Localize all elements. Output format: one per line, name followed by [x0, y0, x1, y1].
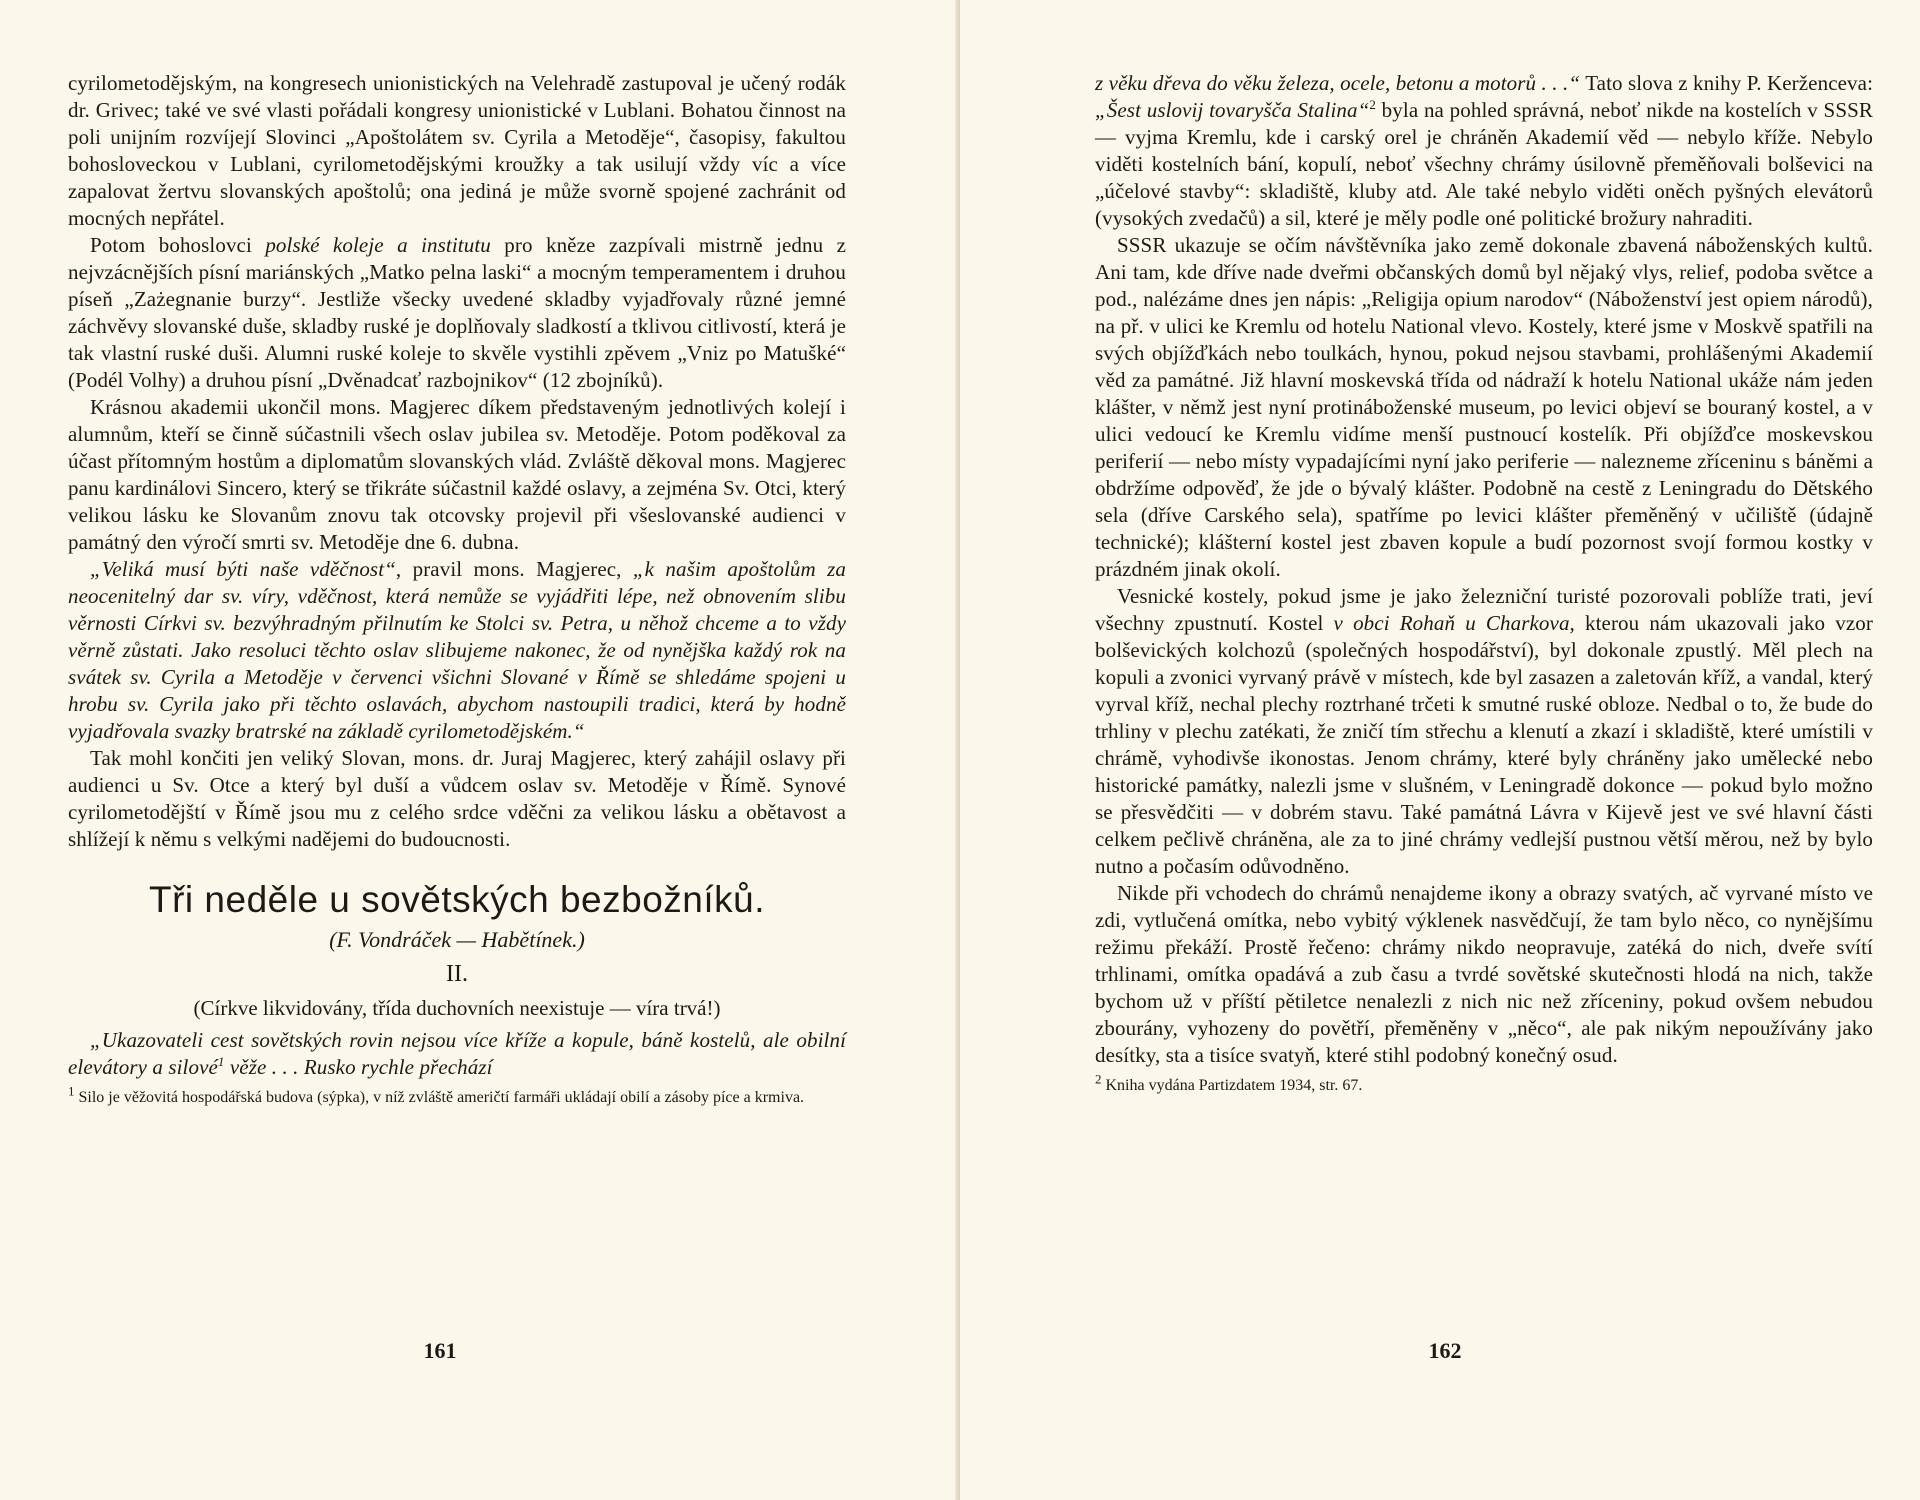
left-paragraph-4	[68, 556, 846, 745]
article-title: Tři neděle u sovětských bezbožníků.	[149, 879, 765, 920]
right-paragraph-3-italic: v obci Rohaň u Charkova,	[1333, 611, 1575, 635]
left-paragraph-1	[68, 70, 846, 232]
left-footnote-text: Silo je věžovitá hospodářská budova (sýpka), v níž zvláště američtí farmáři ukládají obilí a zásoby píce a krmiva.	[74, 1089, 805, 1106]
article-byline: (F. Vondráček — Habětínek.)	[329, 927, 585, 952]
left-text-column	[68, 70, 846, 1108]
right-page	[960, 0, 1920, 1500]
right-paragraph-1-text-a: Tato slova z knihy P. Kerženceva:	[1580, 71, 1873, 95]
left-paragraph-4-italic-b: „k našim apoštolům za neocenitelný dar sv. víry, vděčnost, která nemůže se vyjádřiti lépe, než obnovením slibu věrnosti Církvi sv. bezvýhradným přilnutím ke Stolci sv. Petra, u něhož chceme a to vždy věrně zůstati. Jako resoluci těchto oslav slibujeme nakonec, že od nynějška každý rok na svátek sv. Cyrila a Metoděje v červenci všichni Slované v Římě se shledáme spojeni u hrobu sv. Cyrila jako při těchto oslavách, abychom nastoupili tradici, která by hodně vyjadřovala svazky bratrské na základě cyrilometodějském.“	[68, 557, 846, 743]
article-part-number: II.	[446, 961, 468, 987]
article-heading	[68, 879, 846, 1021]
left-paragraph-3	[68, 394, 846, 556]
right-paragraph-1-text-b: byla na pohled správná, neboť nikde na kostelích v SSSR — vyjma Kremlu, kde i carský orel je chráněn Akademií věd — nebylo kříže. Nebylo viděti kostelních bání, kopulí, neboť všechny chrámy úsilovně přeměňovali bolševici na „účelové stavby“: skladiště, kluby atd. Ale také nebylo viděti oněch pyšných elevátorů (vysokých zvedačů) a sil, které je měly podle oné politické brožury nahraditi.	[1095, 98, 1873, 230]
left-paragraph-2-text-b: pro kněze zazpívali mistrně jednu z nejvzácnějších písní mariánských „Matko pelna laski“ a mocným temperamentem i druhou píseň „Zażegnanie burzy“. Jestliže všecky uvedené skladby vyjadřovaly různé jemné záchvěvy slovanské duše, skladby ruské je doplňovaly sladkostí a tklivou citlivostí, která je tak vlastní ruské duši. Alumni ruské koleje to skvěle vystihli zpěvem „Vniz po Matušké“ (Podél Volhy) a druhou písní „Dvěnadcať razbojnikov“ (12 zbojníků).	[68, 233, 847, 392]
left-paragraph-3-text: Krásnou akademii ukončil mons. Magjerec díkem představeným jednotlivých kolejí i alumnům, kteří se činně súčastnili všech oslav jubilea sv. Metoděje. Potom poděkoval za účast přítomným hostům a diplomatům slovanských vlád. Zvláště děkoval mons. Magjerec panu kardinálovi Sincero, který se třikráte súčastnil každé oslavy, a zejména Sv. Otci, který velikou lásku ke Slovanům znovu tak otcovsky projevil při všeslovanské audienci v památný den výročí smrti sv. Metoděje dne 6. dubna.	[68, 395, 846, 554]
right-footnote-text: Kniha vydána Partizdatem 1934, str. 67.	[1101, 1077, 1363, 1094]
left-opening-quote-text-a: „Ukazovateli cest sovětských rovin nejsou více kříže a kopule, báně kostelů, ale obilní elevátory a silové	[68, 1028, 846, 1079]
left-opening-quote	[68, 1027, 846, 1081]
right-paragraph-2-text: SSSR ukazuje se očím návštěvníka jako země dokonale zbavená náboženských kultů. Ani tam, kde dříve nade dveřmi občanských domů byl nějaký vlys, relief, podoba světce a pod., nalézáme dnes jen nápis: „Religija opium narodov“ (Náboženství jest opiem národů), na př. v ulici ke Kremlu od hotelu National vlevo. Kostely, které jsme v Moskvě spatřili na svých objížďkách nebo toulkách, hynou, pokud nejsou stavbami, prohlášenými Akademií věd za památné. Již hlavní moskevská třída od nádraží k hotelu National ukáže nám jeden klášter, v němž jest nyní protináboženské museum, po levici objeví se bouraný kostel, a v ulici vedoucí ke Kremlu vidíme menší pustnoucí kostelík. Při objížďce moskevskou periferií — nebo místy vypadajícími nyní jako periferie — nalezneme zříceninu s báněmi a obdržíme odpověď, že jde o bývalý klášter. Podobně na cestě z Leningradu do Dětského sela (dříve Carského sela), spatříme po levici klášter přeměněný v učiliště (údajně technické); klášterní kostel jest zbaven kopule a budí pozornost svojí formou kostky v prázdném jinak okolí.	[1095, 233, 1873, 581]
right-paragraph-1	[1095, 70, 1873, 232]
right-footnote-mark: 2	[1095, 1071, 1102, 1087]
left-paragraph-5	[68, 745, 846, 853]
right-paragraph-1-italic-a: z věku dřeva do věku železa, ocele, betonu a motorů . . .“	[1095, 71, 1581, 95]
footnote-reference-1: 1	[217, 1054, 225, 1069]
left-paragraph-4-text: , pravil mons. Magjerec,	[395, 557, 633, 581]
article-subtitle: (Církve likvidovány, třída duchovních neexistuje — víra trvá!)	[193, 996, 721, 1020]
left-footnote	[68, 1083, 846, 1108]
left-paragraph-2-text-a: Potom bohoslovci	[90, 233, 266, 257]
right-paragraph-4-text: Nikde při vchodech do chrámů nenajdeme ikony a obrazy svatých, ač vyrvané místo ve zdi, vytlučená omítka, nebo vybitý výklenek nasvědčují, že tam bylo něco, co nynějšímu režimu překáží. Prostě řečeno: chrámy nikdo neopravuje, zatéká do nich, dveře svítí trhlinami, omítka opadává a zub času a tvrdé sovětské skutečnosti hlodá na nich, takže bychom už v příští pětiletce nenalezli z nich nic než zříceniny, pokud ovšem nebudou zbourány, vyhozeny do povětří, přeměněny v „něco“, ale pak nikým nepoužívány jako desítky, sta a tisíce svatyň, které stihl podobný konečný osud.	[1095, 881, 1873, 1067]
right-paragraph-3	[1095, 583, 1873, 880]
right-paragraph-3-text-a: Vesnické kostely, pokud jsme je jako železniční turisté pozorovali poblíže trati, jeví všechny zpustnutí. Kostel	[1095, 584, 1873, 635]
left-paragraph-2	[68, 232, 846, 394]
right-page-number: 162	[1428, 1338, 1462, 1363]
left-opening-quote-text-b: věže . . . Rusko rychle přechází	[224, 1055, 493, 1079]
right-paragraph-2	[1095, 232, 1873, 583]
right-text-column	[1095, 70, 1873, 1096]
left-paragraph-2-italic: polské koleje a institutu	[265, 233, 491, 257]
left-paragraph-1-text: cyrilometodějským, na kongresech unionistických na Velehradě zastupoval je učený rodák dr. Grivec; také ve své vlasti pořádali kongresy unionistické v Lublani. Bohatou činnost na poli unijním rozvíjejí Slovinci „Apoštolátem sv. Cyrila a Metoděje“, časopisy, fakultou bohosloveckou v Lublani, cyrilometodějskými kroužky a tak usilují vždy víc a více zapalovat žertvu slovanských apoštolů; ona jediná je může svorně spojené zachránit od mocných nepřátel.	[68, 71, 846, 230]
right-paragraph-4	[1095, 880, 1873, 1069]
left-paragraph-4-italic-a: „Veliká musí býti naše vděčnost“	[90, 557, 396, 581]
left-footnote-mark: 1	[68, 1083, 75, 1099]
right-paragraph-3-text-b: kterou nám ukazovali jako vzor bolševických kolchozů (společných hospodářství), byl dokonale zpustlý. Měl plech na kopuli a zvonici vyrvaný právě v místech, kde byl zasazen a zaletován kříž, a vandal, který vyrval kříž, nechal plechy roztrhané trčeti k smutné ruské obloze. Nedbal o to, že bude do trhliny v plechu zatékati, že zničí tím střechu a klenutí a zkazí i skladiště, které umístili v chrámě, vyhodivše ikonostas. Jenom chrámy, které byly chráněny jako umělecké nebo historické památky, nalezli jsme v slušném, v Leningradě dokonce — pokud bylo možno se přesvědčiti — v dobrém stavu. Také památná Lávra v Kijevě jest ve své hlavní části celkem pečlivě chráněna, ale za to jiné chrámy vedlejší pustnou větší měrou, než by bylo nutno a počasím odůvodněno.	[1095, 611, 1873, 878]
left-page-number: 161	[423, 1338, 457, 1363]
right-paragraph-1-italic-b: „Šest uslovij tovaryšča Stalina“	[1095, 98, 1370, 122]
right-footnote	[1095, 1071, 1873, 1096]
left-paragraph-5-text: Tak mohl končiti jen veliký Slovan, mons. dr. Juraj Magjerec, který zahájil oslavy při audienci u Sv. Otce a který byl duší a vůdcem oslav sv. Metoděje v Římě. Synové cyrilometodějští v Římě jsou mu z celého srdce vděčni za velikou lásku a obětavost a shlížejí k němu s velkými nadějemi do budoucnosti.	[68, 746, 846, 851]
footnote-reference-2: 2	[1369, 97, 1376, 112]
